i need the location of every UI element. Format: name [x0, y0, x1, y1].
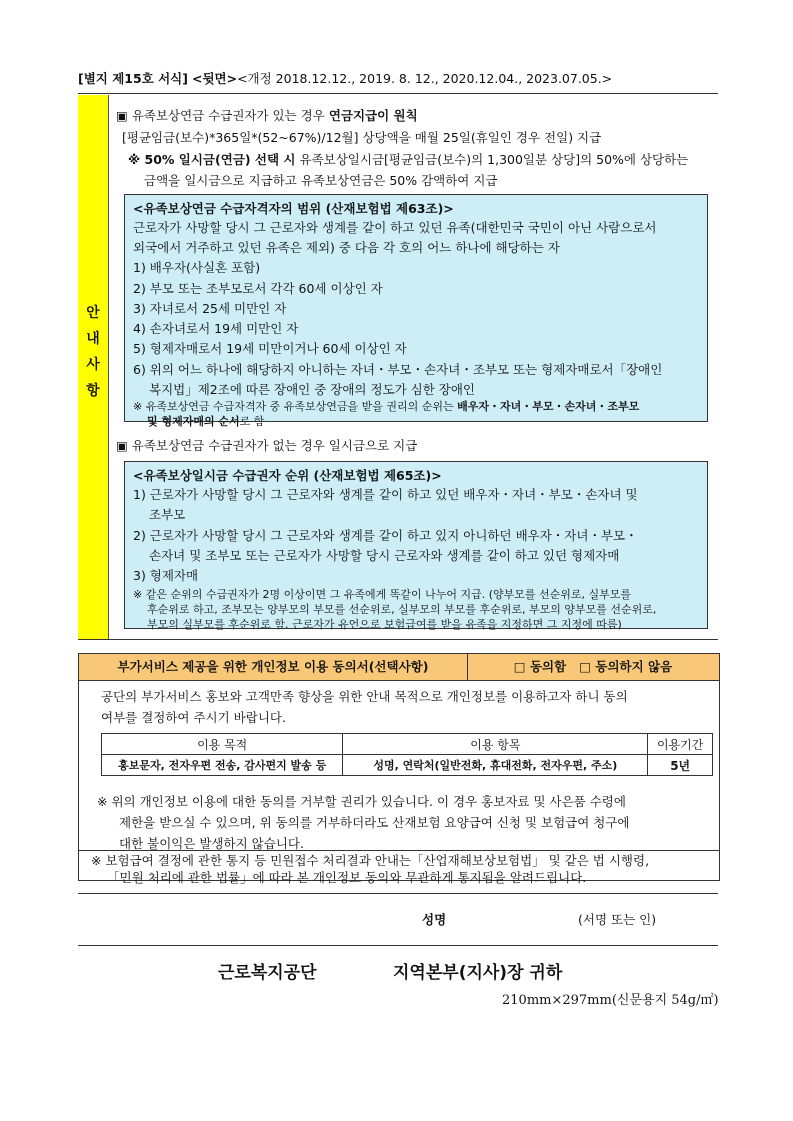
box1-list-item: 복지법」제2조에 따른 장애인 중 장애의 정도가 심한 장애인 [149, 382, 475, 397]
consent-title: 부가서비스 제공을 위한 개인정보 이용 동의서(선택사항) [79, 654, 468, 680]
consent-note: ※ 위의 개인정보 이용에 대한 동의를 거부할 권리가 있습니다. 이 경우 홍보자료 및 사은품 수령에 [97, 794, 626, 809]
lump-sum-order-box [124, 461, 708, 629]
back-side-label: <뒷면> [191, 71, 238, 86]
box1-intro: 외국에서 거주하고 있던 유족은 제외) 중 다음 각 호의 어느 하나에 해당하는 자 [133, 240, 560, 255]
signature-divider [78, 893, 718, 894]
usage-col-purpose: 이용 목적 [102, 734, 343, 755]
box1-note: ※ 유족보상연금 수급자격자 중 유족보상연금을 받을 권리의 순위는 배우자・자녀・부모・손자녀・조부모 [133, 400, 640, 413]
consent-note: 대한 불이익은 발생하지 않습니다. [119, 836, 304, 851]
consent-header [79, 654, 719, 681]
box2-note: ※ 같은 순위의 수급권자가 2명 이상이면 그 유족에게 똑같이 나누어 지급. (양부모를 선순위로, 실부모를 [133, 588, 631, 601]
box2-note: 부모의 실부모를 후순위로 함. 근로자가 유언으로 보험급여를 받을 유족을 지정하면 그 지정에 따름) [147, 618, 622, 631]
box2-list-item: 2) 근로자가 사망할 당시 그 근로자와 생계를 같이 하고 있지 아니하던 배우자・자녀・부모・ [133, 528, 638, 543]
recipient-title: 지역본부(지사)장 귀하 [393, 963, 563, 983]
usage-purpose-cell: 홍보문자, 전자우편 전송, 감사편지 발송 등 [102, 755, 343, 776]
guide-note-half-lump: ※ 50% 일시금(연금) 선택 시 유족보상일시금[평균임금(보수)의 1,300일분 상당]의 50%에 상당하는 [128, 152, 689, 167]
guide-section [78, 95, 718, 640]
disagree-checkbox[interactable]: □ 동의하지 않음 [579, 659, 673, 674]
usage-col-items: 이용 항목 [343, 734, 648, 755]
box2-list-item: 손자녀 및 조부모 또는 근로자가 사망할 당시 근로자와 생계를 같이 하고 있던 형제자매 [149, 548, 620, 563]
notification-notice: ※ 보험급여 결정에 관한 통지 등 민원접수 처리결과 안내는「산업재해보상보험법」 및 같은 법 시행령, [91, 853, 650, 868]
footer-divider [78, 945, 718, 946]
consent-options [467, 654, 719, 680]
box1-list-item: 6) 위의 어느 하나에 해당하지 아니하는 자녀・부모・손자녀・조부모 또는 형제자매로서「장애인 [133, 362, 663, 377]
paper-spec: 210mm×297mm(신문용지 54g/㎡) [502, 993, 719, 1008]
consent-section [78, 653, 720, 885]
box2-list-item: 1) 근로자가 사망할 당시 그 근로자와 생계를 같이 하고 있던 배우자・자녀・부모・손자녀 및 [133, 487, 638, 502]
guide-item-pension: ▣ 유족보상연금 수급권자가 있는 경우 연금지급이 원칙 [116, 108, 418, 123]
side-char: 안 [86, 305, 100, 321]
guide-note-half-lump-cont: 금액을 일시금으로 지급하고 유족보상연금은 50% 감액하여 지급 [144, 173, 498, 188]
header-divider [78, 93, 718, 94]
box2-list-item: 조부모 [149, 507, 186, 522]
usage-period-cell: 5년 [648, 755, 713, 776]
agree-checkbox[interactable]: □ 동의함 [513, 659, 567, 674]
guide-item-pension-formula: [평균임금(보수)*365일*(52~67%)/12월] 상당액을 매월 25일(휴일인 경우 전일) 지급 [122, 130, 602, 145]
usage-col-period: 이용기간 [648, 734, 713, 755]
consent-description: 여부를 결정하여 주시기 바랍니다. [101, 710, 286, 725]
box1-list-item: 2) 부모 또는 조부모로서 각각 60세 이상인 자 [133, 281, 383, 296]
box1-intro: 근로자가 사망할 당시 그 근로자와 생계를 같이 하고 있던 유족(대한민국 국민이 아닌 사람으로서 [133, 220, 657, 235]
pension-eligibility-box [124, 194, 708, 428]
box2-list-item: 3) 형제자매 [133, 568, 199, 583]
consent-description: 공단의 부가서비스 홍보와 고객만족 향상을 위한 안내 목적으로 개인정보를 이용하고자 하니 동의 [101, 689, 628, 704]
usage-table-header [102, 734, 713, 755]
guide-side-bar [78, 95, 109, 639]
box1-title: <유족보상연금 수급자격자의 범위 (산재보험법 제63조)> [133, 201, 454, 216]
box1-list-item: 1) 배우자(사실혼 포함) [133, 260, 261, 275]
guide-side-label [78, 300, 108, 404]
form-number: [별지 제15호 서식] [78, 71, 188, 86]
notification-notice: 「민원 처리에 관한 법률」에 따라 본 개인정보 동의와 무관하게 통지됨을 알려드립니다. [107, 870, 587, 885]
box1-note-cont: 및 형제자매의 순서로 함 [147, 415, 265, 428]
box1-list-item: 3) 자녀로서 25세 미만인 자 [133, 301, 287, 316]
consent-note: 제한을 받으실 수 있으며, 위 동의를 거부하더라도 산재보험 요양급여 신청 및 보험급여 청구에 [119, 815, 630, 830]
signature-name-label: 성명 [422, 912, 447, 927]
organization-name: 근로복지공단 [218, 963, 317, 983]
side-char: 내 [86, 331, 100, 347]
usage-table [101, 733, 713, 776]
side-char: 사 [86, 357, 100, 373]
signature-hint: (서명 또는 인) [578, 912, 657, 927]
box2-title: <유족보상일시금 수급권자 순위 (산재보험법 제65조)> [133, 468, 442, 483]
usage-items-cell: 성명, 연락처(일반전화, 휴대전화, 전자우편, 주소) [343, 755, 648, 776]
side-char: 항 [86, 383, 100, 399]
box2-note: 후순위로 하고, 조부모는 양부모의 부모를 선순위로, 실부모의 부모를 후순위로, 부모의 양부모를 선순위로, [147, 603, 657, 616]
guide-item-lump-sum: ▣ 유족보상연금 수급권자가 없는 경우 일시금으로 지급 [116, 438, 418, 453]
table-row [102, 755, 713, 776]
box1-list-item: 4) 손자녀로서 19세 미만인 자 [133, 321, 299, 336]
form-header [78, 69, 612, 87]
box1-list-item: 5) 형제자매로서 19세 미만이거나 60세 이상인 자 [133, 341, 407, 356]
revision-dates: <개정 2018.12.12., 2019. 8. 12., 2020.12.04., 2023.07.05.> [237, 71, 613, 86]
